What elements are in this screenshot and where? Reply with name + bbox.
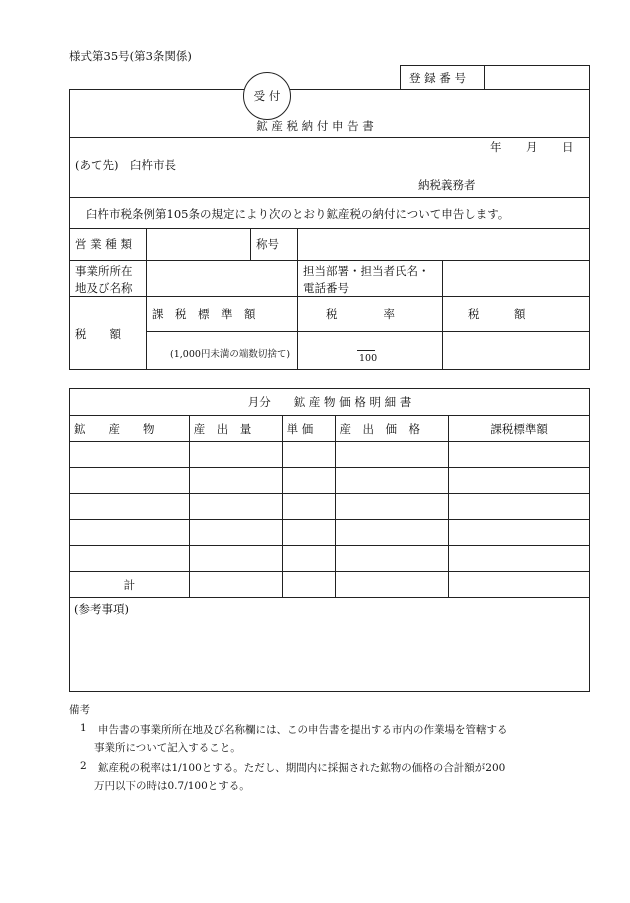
remark-2-number: 2 xyxy=(80,760,87,772)
date-month: 月 xyxy=(526,140,538,154)
price-table-title-row xyxy=(70,389,590,416)
table-row xyxy=(70,494,590,520)
receipt-stamp-label: 受 付 xyxy=(253,89,281,103)
table-row xyxy=(70,442,590,468)
remark-2-line2: 万円以下の時は0.7/100とする。 xyxy=(94,780,250,792)
tax-amount-header: 税 額 xyxy=(468,307,526,321)
header-unit-price: 単 価 xyxy=(282,416,335,442)
remark-1-number: 1 xyxy=(80,722,87,734)
price-table-month: 月分 xyxy=(247,395,271,409)
registration-label: 登 録 番 号 xyxy=(409,71,466,85)
reference-label: (参考事項) xyxy=(74,602,129,616)
date-day: 日 xyxy=(562,140,574,154)
remark-1-line1: 申告書の事業所所在地及び名称欄には、この申告書を提出する市内の作業場を管轄する xyxy=(98,724,508,736)
contact-label-line2: 電話番号 xyxy=(303,281,349,295)
form-id: 様式第35号(第3条関係) xyxy=(69,49,192,63)
form-title: 鉱 産 税 納 付 申 告 書 xyxy=(256,119,374,133)
date-year: 年 xyxy=(490,140,502,154)
office-label-line2: 地及び名称 xyxy=(75,281,133,295)
header-mineral: 鉱 産 物 xyxy=(70,416,190,442)
header-output-qty: 産 出 量 xyxy=(189,416,282,442)
office-label-line1: 事業所所在 xyxy=(75,264,133,278)
price-table xyxy=(69,388,590,692)
remarks-heading: 備考 xyxy=(69,704,90,716)
header-tax-base: 課税標準額 xyxy=(449,416,590,442)
rounding-note: (1,000円未満の端数切捨て) xyxy=(170,349,291,360)
trade-name-label: 称号 xyxy=(256,237,279,251)
table-row xyxy=(70,468,590,494)
remark-2-line1: 鉱産税の税率は1/100とする。ただし、期間内に採掘された鉱物の価格の合計額が200 xyxy=(98,762,506,774)
price-table-title: 鉱 産 物 価 格 明 細 書 xyxy=(293,395,412,409)
rate-denominator: 100 xyxy=(359,353,378,364)
tax-label: 税 額 xyxy=(75,327,121,341)
price-table-header-row xyxy=(70,416,590,442)
taxpayer-label: 納税義務者 xyxy=(418,178,476,192)
declaration-text: 臼杵市税条例第105条の規定により次のとおり鉱産税の納付について申告します。 xyxy=(86,207,510,221)
total-label: 計 xyxy=(70,572,190,598)
tax-base-header: 課 税 標 準 額 xyxy=(152,307,256,321)
contact-label-line1: 担当部署・担当者氏名・ xyxy=(303,264,430,278)
tax-rate-header: 税 率 xyxy=(326,307,395,321)
receipt-stamp xyxy=(243,72,291,120)
reference-row xyxy=(70,598,590,692)
business-type-label: 営 業 種 類 xyxy=(75,237,132,251)
header-output-value: 産 出 価 格 xyxy=(335,416,449,442)
addressee: (あて先) 臼杵市長 xyxy=(75,158,176,172)
table-row xyxy=(70,546,590,572)
table-row xyxy=(70,520,590,546)
total-row xyxy=(70,572,590,598)
remark-1-line2: 事業所について記入すること。 xyxy=(94,742,241,754)
